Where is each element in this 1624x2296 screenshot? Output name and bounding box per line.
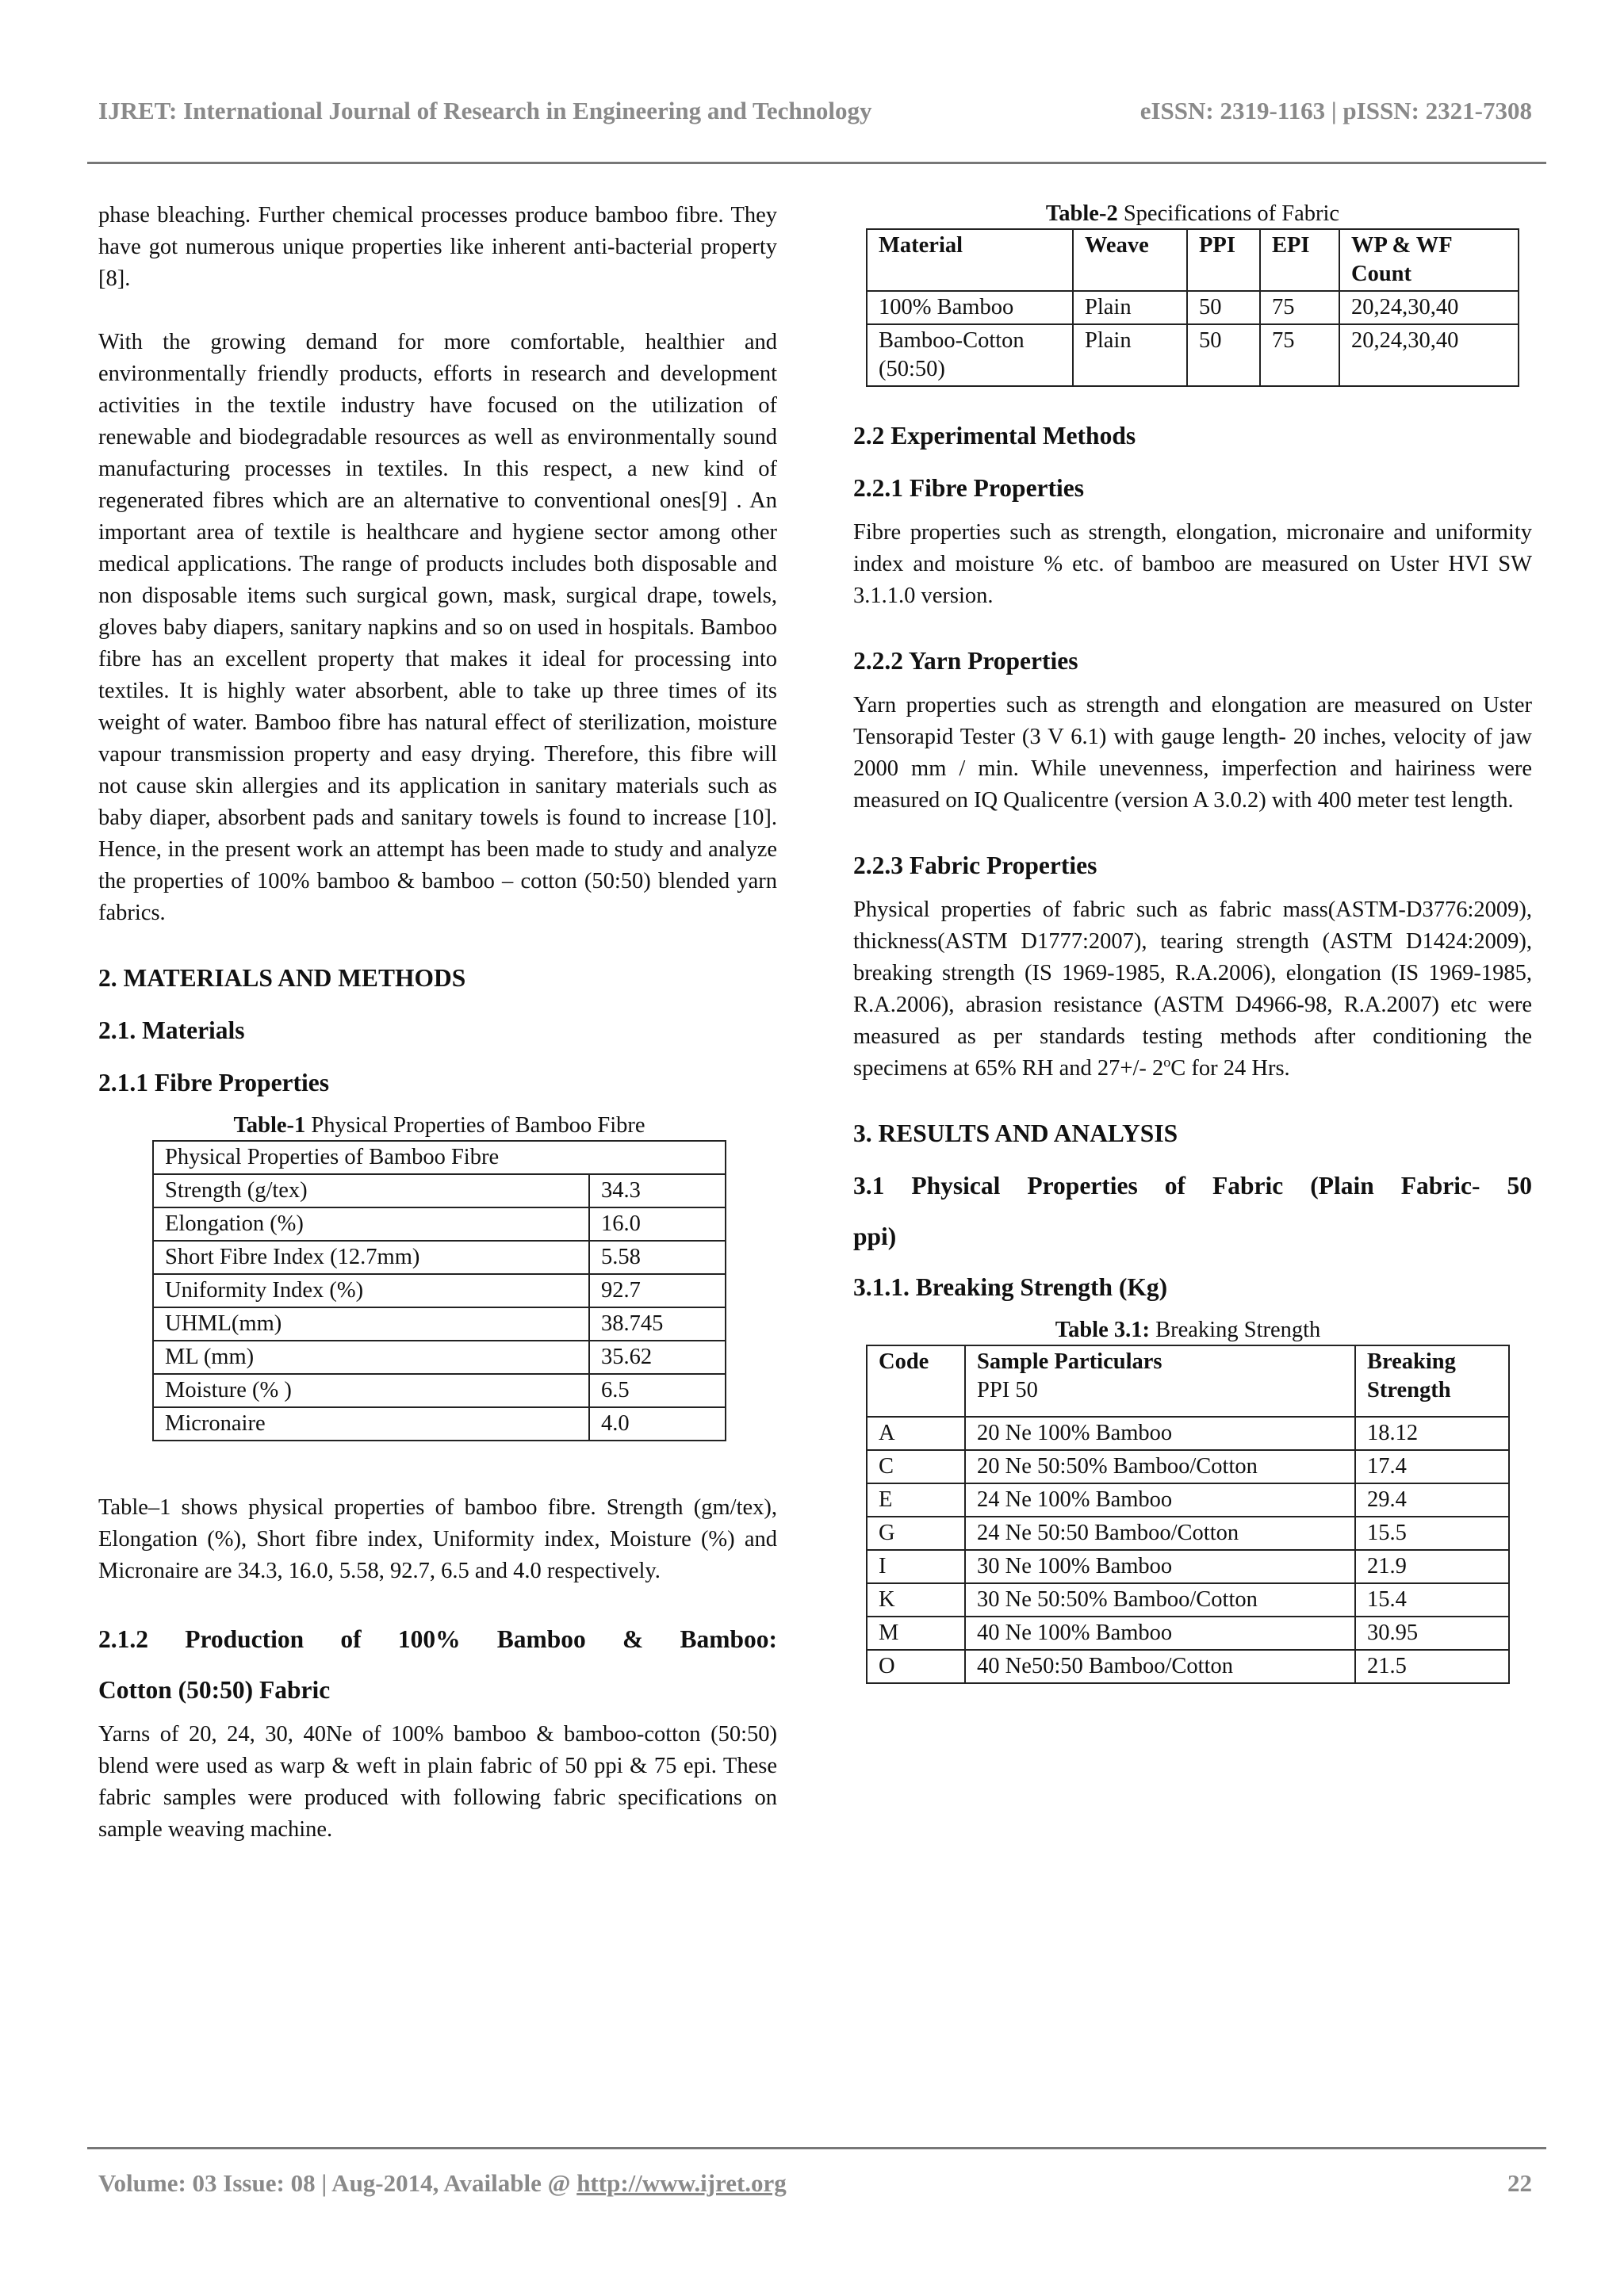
table-row [867,1483,1509,1517]
table-cell: 40 Ne50:50 Bamboo/Cotton [965,1650,1355,1683]
section-breaking-strength: 3.1.1. Breaking Strength (Kg) [853,1273,1168,1301]
table-row [153,1207,726,1241]
paragraph-fabric-methods: Physical properties of fabric such as fabric mass(ASTM-D3776:2009), thickness(ASTM D1777:2007), tearing strength (ASTM D1424:2009), breaking strength (IS 1969-1985, R.A.2006), elongation (IS 1969-1985, R.A.2006), abrasion resistance (ASTM D4966-98, R.A.2007) etc were measured as per standards testing methods after conditioning the specimens at 65% RH and 27+/- 2$^o$C for 24 Hrs. [853,897,1532,1081]
table-cell: Plain [1073,324,1187,386]
table-row [867,1417,1509,1450]
table3-header-sample: Sample Particulars PPI 50 [965,1345,1355,1417]
table-row [867,1550,1509,1583]
table-cell: 50 [1187,291,1260,324]
section-fibre-properties: 2.1.1 Fibre Properties [98,1069,330,1096]
table-row [867,1450,1509,1483]
section-experimental-methods: 2.2 Experimental Methods [853,422,1136,450]
table-row [867,1583,1509,1617]
section-results-analysis: 3. RESULTS AND ANALYSIS [853,1119,1178,1147]
paragraph-yarn-methods: Yarn properties such as strength and elongation are measured on Uster Tensorapid Tester (3 V 6.1) with gauge length- 20 inches, velocity of jaw 2000 mm / min. While unevenness, imperfection and hairiness were measured on IQ Qualicentre (version A 3.0.2) with 400 meter test length. [853,693,1532,813]
paragraph-intro-end: phase bleaching. Further chemical processes produce bamboo fibre. They have got numerous unique properties like inherent anti-bacterial property [8]. [98,203,777,291]
table-row [867,1517,1509,1550]
table-cell: 100% Bamboo [867,291,1073,324]
table-row [153,1341,726,1374]
table-cell-property: Strength (g/tex) [153,1174,589,1207]
paragraph-demand: With the growing demand for more comfortable, healthier and environmentally friendly products, efforts in research and development activities in the textile industry have focused on the utilization of renewable and biodegradable resources as well as environmentally sound manufacturing processes in textiles. In this respect, a new kind of regenerated fibres which are an alternative to conventional ones[9] . An important area of textile is healthcare and hygiene sector among other medical applications. The range of products includes both disposable and non disposable items such surgical gown, mask, surgical drape, towels, gloves baby diapers, sanitary napkins and so on used in hospitals. Bamboo fibre has an excellent property that makes it ideal for processing into textiles. It is highly water absorbent, able to take up three times of its weight of water. Bamboo fibre has natural effect of sterilization, moisture vapour transmission property and easy drying. Therefore, this fibre will not cause skin allergies and its application in sanitary materials such as baby diaper, absorbent pads and sanitary towels is found to increase [10]. Hence, in the present work an attempt has been made to study and analyze the properties of 100% bamboo & bamboo – cotton (50:50) blended yarn fabrics. [98,330,777,925]
table-cell-value: 6.5 [589,1374,726,1407]
table3-caption: Table 3.1: Breaking Strength [1055,1318,1321,1342]
table-cell: 18.12 [1355,1417,1509,1450]
journal-title: IJRET: International Journal of Research in Engineering and Technology [98,97,872,124]
table-header-cell: PPI [1187,229,1260,291]
table-cell: E [867,1483,965,1517]
footer-volume: Volume: 03 Issue: 08 | Aug-2014, Available @ http://www.ijret.org [98,2169,787,2197]
table-row [867,1617,1509,1650]
table-cell: 30 Ne 50:50% Bamboo/Cotton [965,1583,1355,1617]
paragraph-yarns: Yarns of 20, 24, 30, 40Ne of 100% bamboo & bamboo-cotton (50:50) blend were used as warp & weft in plain fabric of 50 ppi & 75 epi. These fabric samples were produced with following fabric specifications on sample weaving machine. [98,1722,777,1842]
table2-block [866,200,1519,387]
left-column [98,200,777,1846]
table-cell-property: Micronaire [153,1407,589,1441]
table-cell: K [867,1583,965,1617]
table-cell-property: Short Fibre Index (12.7mm) [153,1241,589,1274]
table-cell: 21.9 [1355,1550,1509,1583]
section-materials: 2.1. Materials [98,1016,245,1044]
table2 [866,228,1519,387]
table-cell-property: Moisture (% ) [153,1374,589,1407]
right-column [853,200,1532,1684]
table3-header-code: Code [867,1345,965,1417]
table2-caption: Table-2 Specifications of Fabric [1045,201,1340,226]
table-cell-value: 4.0 [589,1407,726,1441]
table-cell: C [867,1450,965,1483]
table1-caption: Table-1 Physical Properties of Bamboo Fibre [233,1113,645,1138]
table-row [867,324,1519,386]
section-materials-methods: 2. MATERIALS AND METHODS [98,964,466,992]
table-cell: 15.4 [1355,1583,1509,1617]
footer-rule [87,2147,1546,2149]
section-yarn-properties: 2.2.2 Yarn Properties [853,647,1078,675]
table-row [153,1307,726,1341]
table-cell-property: Uniformity Index (%) [153,1274,589,1307]
page-footer [98,2169,1532,2198]
table-cell: 75 [1260,324,1339,386]
table3 [866,1345,1510,1684]
table-cell-value: 35.62 [589,1341,726,1374]
table-header-cell: Weave [1073,229,1187,291]
table1-block [152,1112,726,1441]
issn: eISSN: 2319-1163 | pISSN: 2321-7308 [1139,97,1532,124]
section-physical-properties: 3.1 Physical Properties of Fabric (Plain Fabric- 50 [853,1172,1532,1200]
table1 [152,1140,726,1441]
table-cell: O [867,1650,965,1683]
table-cell-value: 16.0 [589,1207,726,1241]
table-row [867,291,1519,324]
table-cell-property: Elongation (%) [153,1207,589,1241]
table3-block [866,1316,1510,1684]
section-production-cont: Cotton (50:50) Fabric [98,1676,331,1704]
table-row [153,1374,726,1407]
table-row [153,1241,726,1274]
table-cell: 24 Ne 100% Bamboo [965,1483,1355,1517]
table-cell: 75 [1260,291,1339,324]
table-cell: I [867,1550,965,1583]
table-cell: 40 Ne 100% Bamboo [965,1617,1355,1650]
table-cell: 15.5 [1355,1517,1509,1550]
table-cell: 20 Ne 50:50% Bamboo/Cotton [965,1450,1355,1483]
table-cell: 24 Ne 50:50 Bamboo/Cotton [965,1517,1355,1550]
section-production: 2.1.2 Production of 100% Bamboo & Bamboo: [98,1625,777,1653]
table-header-cell: WP & WF Count [1339,229,1519,291]
table-cell: 30.95 [1355,1617,1509,1650]
page-number: 22 [1507,2169,1532,2197]
table-row [867,1650,1509,1683]
table-row [153,1174,726,1207]
table-cell-value: 5.58 [589,1241,726,1274]
table-cell: 20 Ne 100% Bamboo [965,1417,1355,1450]
table-cell: 20,24,30,40 [1339,324,1519,386]
paragraph-table1-summary: Table–1 shows physical properties of bamboo fibre. Strength (gm/tex), Elongation (%), Short fibre index, Uniformity index, Moisture (%) and Micronaire are 34.3, 16.0, 5.58, 92.7, 6.5 and 4.0 respectively. [98,1495,777,1583]
section-fabric-properties: 2.2.3 Fabric Properties [853,851,1097,879]
table-cell-value: 34.3 [589,1174,726,1207]
table-header-cell: EPI [1260,229,1339,291]
table-cell: Plain [1073,291,1187,324]
table-cell-property: ML (mm) [153,1341,589,1374]
table-row [153,1274,726,1307]
section-exp-fibre-properties: 2.2.1 Fibre Properties [853,474,1085,502]
table3-header-breaking: Breaking Strength [1355,1345,1509,1417]
page-header [98,97,1532,125]
section-physical-properties-cont: ppi) [853,1223,897,1250]
journal-link[interactable]: http://www.ijret.org [576,2169,787,2197]
table-cell: 17.4 [1355,1450,1509,1483]
table-row [153,1407,726,1441]
table-cell: G [867,1517,965,1550]
table-cell-property: UHML(mm) [153,1307,589,1341]
table-cell: A [867,1417,965,1450]
table-cell: Bamboo-Cotton (50:50) [867,324,1073,386]
table-cell: 29.4 [1355,1483,1509,1517]
table-cell: 20,24,30,40 [1339,291,1519,324]
table-cell-value: 38.745 [589,1307,726,1341]
table-cell: 50 [1187,324,1260,386]
table-cell: M [867,1617,965,1650]
table-cell-value: 92.7 [589,1274,726,1307]
table-cell: 30 Ne 100% Bamboo [965,1550,1355,1583]
table1-header: Physical Properties of Bamboo Fibre [153,1141,726,1174]
table-header-cell: Material [867,229,1073,291]
header-rule [87,162,1546,164]
table-cell: 21.5 [1355,1650,1509,1683]
paragraph-fibre-methods: Fibre properties such as strength, elongation, micronaire and uniformity index and moisture % etc. of bamboo are measured on Uster HVI SW 3.1.1.0 version. [853,520,1532,608]
